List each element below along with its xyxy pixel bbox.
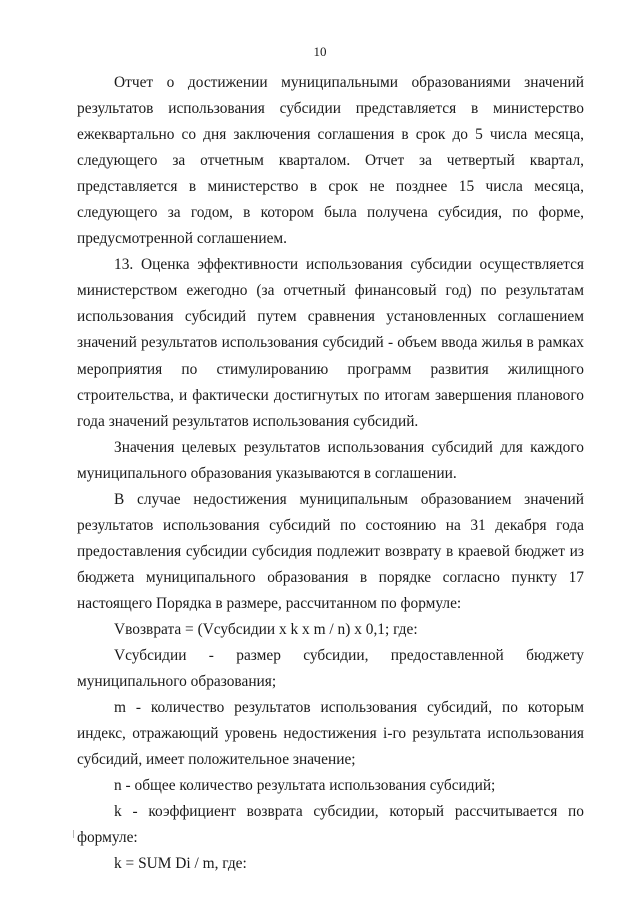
definition-subsidy-amount: Vсубсидии - размер субсидии, предоставленной бюджету муниципального образования; xyxy=(77,647,584,691)
paragraph-efficiency-assessment: 13. Оценка эффективности использования субсидии осуществляется министерством ежегодно (за отчетный финансовый год) по результатам использования субсидий путем сравнения установленных соглашением значений результатов использования субсидий - объем ввода жилья в рамках мероприятия по стимулированию программ развития жилищного строительства, и фактически достигнутых по итогам завершения планового года значений результатов использования субсидий. xyxy=(77,256,584,430)
formula-refund-amount: Vвозврата = (Vсубсидии x k x m / n) x 0,1; где: xyxy=(114,620,418,638)
paragraph-report-submission: Отчет о достижении муниципальными образованиями значений результатов использования субсидии представляется в министерство ежеквартально со дня заключения соглашения в срок до 5 числа месяца, следующего за отчетным кварталом. Отчет за четвертый квартал, представляется в министерство в срок не позднее 15 числа месяца, следующего за годом, в котором была получена субсидия, по форме, предусмотренной соглашением. xyxy=(77,74,584,248)
document-body xyxy=(77,70,584,877)
definition-k: k - коэффициент возврата субсидии, который рассчитывается по формуле: xyxy=(77,803,584,847)
paragraph-refund-condition: В случае недостижения муниципальным образованием значений результатов использования субсидий по состоянию на 31 декабря года предоставления субсидии субсидия подлежит возврату в краевой бюджет из бюджета муниципального образования в порядке согласно пункту 17 настоящего Порядка в размере, рассчитанном по формуле: xyxy=(77,490,584,612)
paragraph-target-values: Значения целевых результатов использования субсидий для каждого муниципального образования указываются в соглашении. xyxy=(77,438,584,482)
formula-k: k = SUM Di / m, где: xyxy=(114,855,247,873)
page-number: 10 xyxy=(313,44,327,59)
definition-n: n - общее количество результата использования субсидий; xyxy=(114,777,496,795)
definition-m: m - количество результатов использования субсидий, по которым индекс, отражающий уровень недостижения i-го результата использования субсидий, имеет положительное значение; xyxy=(77,699,584,769)
scan-margin-mark xyxy=(73,830,74,838)
